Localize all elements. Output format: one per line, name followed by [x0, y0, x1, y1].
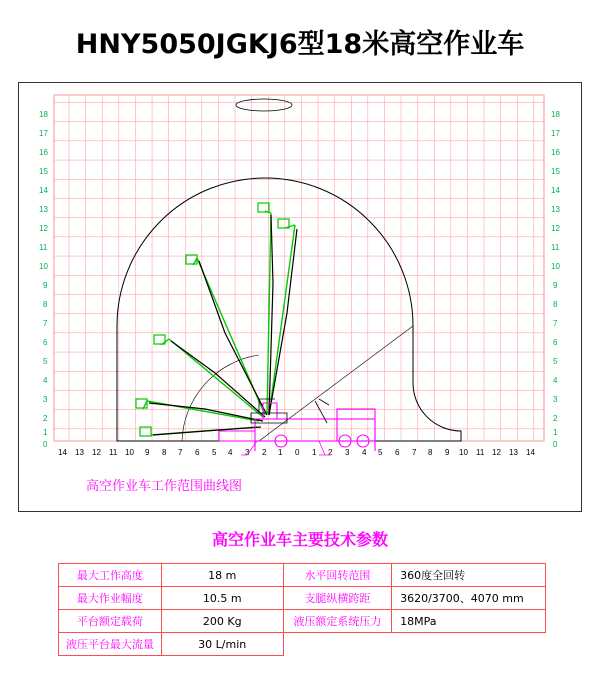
svg-text:17: 17: [551, 129, 560, 138]
svg-text:10: 10: [125, 448, 134, 457]
spec-value-2: 360度全回转: [392, 564, 546, 587]
svg-text:12: 12: [39, 224, 48, 233]
svg-text:9: 9: [145, 448, 150, 457]
svg-text:16: 16: [551, 148, 560, 157]
svg-text:16: 16: [39, 148, 48, 157]
svg-text:14: 14: [58, 448, 67, 457]
svg-text:0: 0: [43, 440, 48, 449]
table-row: [59, 564, 546, 587]
svg-text:2: 2: [43, 414, 48, 423]
svg-text:18: 18: [39, 110, 48, 119]
grid-area: [54, 95, 544, 441]
svg-text:15: 15: [551, 167, 560, 176]
svg-text:0: 0: [553, 440, 558, 449]
svg-text:6: 6: [43, 338, 48, 347]
spec-label-2: 液压额定系统压力: [283, 610, 391, 633]
spec-label-2: [283, 633, 391, 656]
svg-text:1: 1: [312, 448, 317, 457]
svg-text:7: 7: [412, 448, 417, 457]
spec-value-2: 3620/3700、4070 mm: [392, 587, 546, 610]
svg-text:8: 8: [553, 300, 558, 309]
spec-value-2: 18MPa: [392, 610, 546, 633]
svg-text:12: 12: [551, 224, 560, 233]
left-axis-labels: [39, 110, 48, 449]
svg-text:4: 4: [228, 448, 233, 457]
svg-text:17: 17: [39, 129, 48, 138]
svg-text:7: 7: [553, 319, 558, 328]
spec-value-2: [392, 633, 546, 656]
svg-text:2: 2: [328, 448, 333, 457]
svg-text:9: 9: [43, 281, 48, 290]
spec-heading: 高空作业车主要技术参数: [211, 530, 388, 549]
svg-text:11: 11: [551, 243, 560, 252]
svg-text:7: 7: [178, 448, 183, 457]
svg-text:5: 5: [43, 357, 48, 366]
table-row: [59, 587, 546, 610]
svg-text:14: 14: [39, 186, 48, 195]
spec-value: 30 L/min: [161, 633, 283, 656]
svg-text:2: 2: [553, 414, 558, 423]
svg-text:7: 7: [43, 319, 48, 328]
spec-label-2: 支腿纵横跨距: [283, 587, 391, 610]
svg-text:1: 1: [43, 428, 48, 437]
spec-label-2: 水平回转范围: [283, 564, 391, 587]
spec-value: 10.5 m: [161, 587, 283, 610]
svg-text:4: 4: [362, 448, 367, 457]
work-range-diagram: [18, 82, 582, 512]
svg-text:9: 9: [553, 281, 558, 290]
table-row: [59, 610, 546, 633]
svg-text:8: 8: [428, 448, 433, 457]
diagram-caption: 高空作业车工作范围曲线图: [86, 479, 243, 494]
svg-text:14: 14: [551, 186, 560, 195]
svg-text:8: 8: [43, 300, 48, 309]
svg-text:3: 3: [553, 395, 558, 404]
svg-text:4: 4: [43, 376, 48, 385]
svg-text:10: 10: [39, 262, 48, 271]
svg-text:13: 13: [39, 205, 48, 214]
svg-text:13: 13: [75, 448, 84, 457]
svg-text:1: 1: [278, 448, 283, 457]
spec-value: 200 Kg: [161, 610, 283, 633]
svg-text:11: 11: [476, 448, 485, 457]
spec-label: 最大工作高度: [59, 564, 162, 587]
svg-text:2: 2: [262, 448, 267, 457]
svg-text:15: 15: [39, 167, 48, 176]
svg-text:5: 5: [212, 448, 217, 457]
svg-text:3: 3: [43, 395, 48, 404]
svg-text:4: 4: [553, 376, 558, 385]
spec-label: 液压平台最大流量: [59, 633, 162, 656]
svg-text:5: 5: [553, 357, 558, 366]
svg-text:12: 12: [492, 448, 501, 457]
svg-text:6: 6: [553, 338, 558, 347]
svg-text:6: 6: [195, 448, 200, 457]
svg-text:12: 12: [92, 448, 101, 457]
right-axis-labels: [551, 110, 560, 449]
svg-text:11: 11: [39, 243, 48, 252]
svg-text:10: 10: [551, 262, 560, 271]
svg-text:9: 9: [445, 448, 450, 457]
svg-text:0: 0: [295, 448, 300, 457]
svg-text:10: 10: [459, 448, 468, 457]
svg-text:8: 8: [162, 448, 167, 457]
spec-value: 18 m: [161, 564, 283, 587]
spec-label: 最大作业幅度: [59, 587, 162, 610]
svg-text:1: 1: [553, 428, 558, 437]
table-row: [59, 633, 546, 656]
svg-text:13: 13: [551, 205, 560, 214]
page-title: HNY5050JGKJ6型18米高空作业车: [75, 29, 525, 60]
svg-text:14: 14: [526, 448, 535, 457]
svg-text:3: 3: [345, 448, 350, 457]
bottom-axis-labels: [58, 448, 535, 457]
work-range-svg: [19, 83, 581, 511]
spec-label: 平台额定载荷: [59, 610, 162, 633]
svg-text:3: 3: [245, 448, 250, 457]
spec-table: [58, 563, 546, 656]
svg-text:5: 5: [378, 448, 383, 457]
svg-text:18: 18: [551, 110, 560, 119]
svg-text:13: 13: [509, 448, 518, 457]
svg-text:6: 6: [395, 448, 400, 457]
svg-text:11: 11: [109, 448, 118, 457]
